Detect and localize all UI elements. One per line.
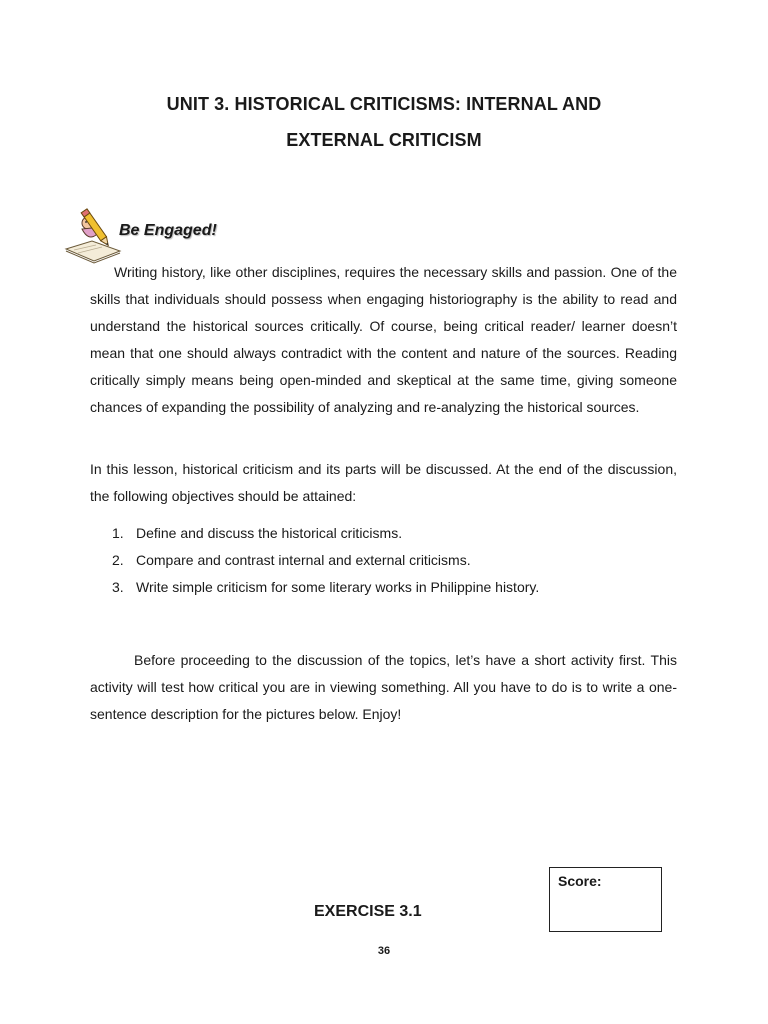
lesson-paragraph: In this lesson, historical criticism and its parts will be discussed. At the end of the discussion, the following objectives should be attained: [90,461,677,504]
list-item-text: Write simple criticism for some literary works in Philippine history. [136,579,540,595]
pencil-notebook-icon [62,205,124,267]
list-item-text: Define and discuss the historical criticisms. [136,525,403,541]
list-item-number: 2. [112,552,124,568]
page-number: 36 [377,945,391,957]
page-title-line-2: EXTERNAL CRITICISM [286,130,482,150]
list-item-number: 3. [112,579,124,595]
list-item [112,520,672,547]
section-heading-be-engaged: Be Engaged! [119,222,217,239]
page-title-line-1: UNIT 3. HISTORICAL CRITICISMS: INTERNAL AND [166,94,602,114]
objectives-list [112,520,672,601]
intro-paragraph: Writing history, like other disciplines, requires the necessary skills and passion. One of the skills that individuals should possess when engaging historiography is the ability to read and understand the historical sources critically. Of course, being critical reader/ learner doesn’t mean that one should always contradict with the content and nature of the sources. Reading critically simply means being open-minded and skeptical at the same time, giving someone chances of expanding the possibility of analyzing and re-analyzing the historical sources. [90,264,677,415]
list-item [112,547,672,574]
activity-paragraph: Before proceeding to the discussion of the topics, let’s have a short activity first. This activity will test how critical you are in viewing something. All you have to do is to write a one-sentence description for the pictures below. Enjoy! [90,652,677,722]
list-item-number: 1. [112,525,124,541]
score-label: Score: [558,873,602,889]
exercise-heading: EXERCISE 3.1 [314,903,422,920]
list-item-text: Compare and contrast internal and external criticisms. [136,552,471,568]
list-item [112,574,672,601]
score-box[interactable] [549,867,662,932]
